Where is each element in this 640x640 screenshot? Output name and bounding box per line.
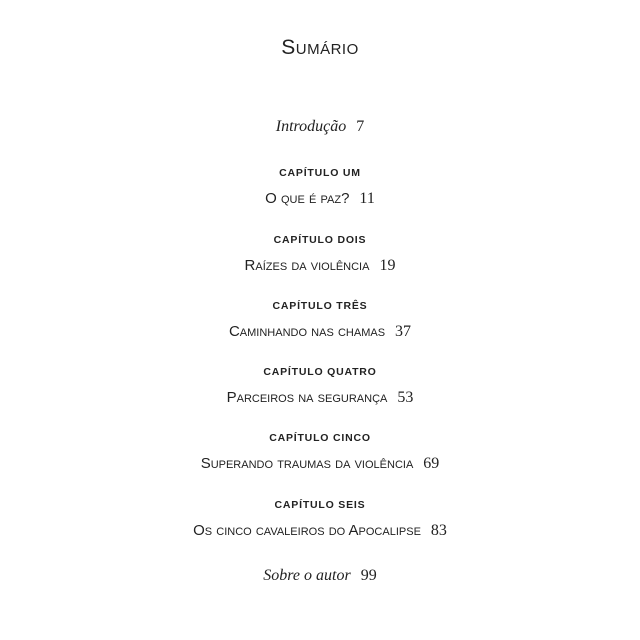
chapter-title: Caminhando nas chamas (228, 323, 386, 340)
entry-title: Introdução (275, 118, 347, 135)
chapter-title-line (0, 257, 640, 275)
toc-entry-introduction[interactable] (0, 118, 640, 136)
page-title: Sumário (281, 36, 359, 59)
page-number: 7 (356, 118, 365, 135)
chapter-label: CAPÍTULO UM (279, 167, 361, 179)
toc-entry-about-author[interactable] (0, 567, 640, 585)
chapter-title-line (0, 455, 640, 473)
toc-entry-chapter-4[interactable] (0, 365, 640, 407)
chapter-title-line (0, 323, 640, 341)
page-number: 11 (359, 190, 375, 207)
chapter-title: O que é paz? (265, 190, 350, 207)
page-number: 69 (423, 455, 440, 472)
toc-entry-chapter-6[interactable] (0, 498, 640, 540)
toc-entry-chapter-1[interactable] (0, 166, 640, 208)
page-number: 19 (379, 257, 396, 274)
chapter-label: CAPÍTULO CINCO (269, 432, 371, 444)
chapter-title: Superando traumas da violência (200, 455, 414, 472)
toc-entry-chapter-2[interactable] (0, 233, 640, 275)
chapter-label: CAPÍTULO DOIS (273, 234, 367, 246)
chapter-title-line (0, 190, 640, 208)
page-number: 53 (397, 389, 414, 406)
chapter-title-line (0, 522, 640, 540)
chapter-title-line (0, 389, 640, 407)
page-number: 83 (430, 522, 447, 539)
toc-entry-chapter-5[interactable] (0, 431, 640, 473)
page-number: 99 (360, 567, 377, 584)
entry-title: Sobre o autor (263, 567, 351, 584)
chapter-title: Raízes da violência (244, 257, 370, 274)
chapter-label: CAPÍTULO QUATRO (263, 366, 377, 378)
chapter-title: Parceiros na segurança (226, 389, 388, 406)
chapter-label: CAPÍTULO SEIS (274, 499, 366, 511)
chapter-title: Os cinco cavaleiros do Apocalipse (193, 522, 421, 539)
toc-entry-chapter-3[interactable] (0, 299, 640, 341)
page-number: 37 (395, 323, 412, 340)
chapter-label: CAPÍTULO TRÊS (272, 300, 368, 312)
